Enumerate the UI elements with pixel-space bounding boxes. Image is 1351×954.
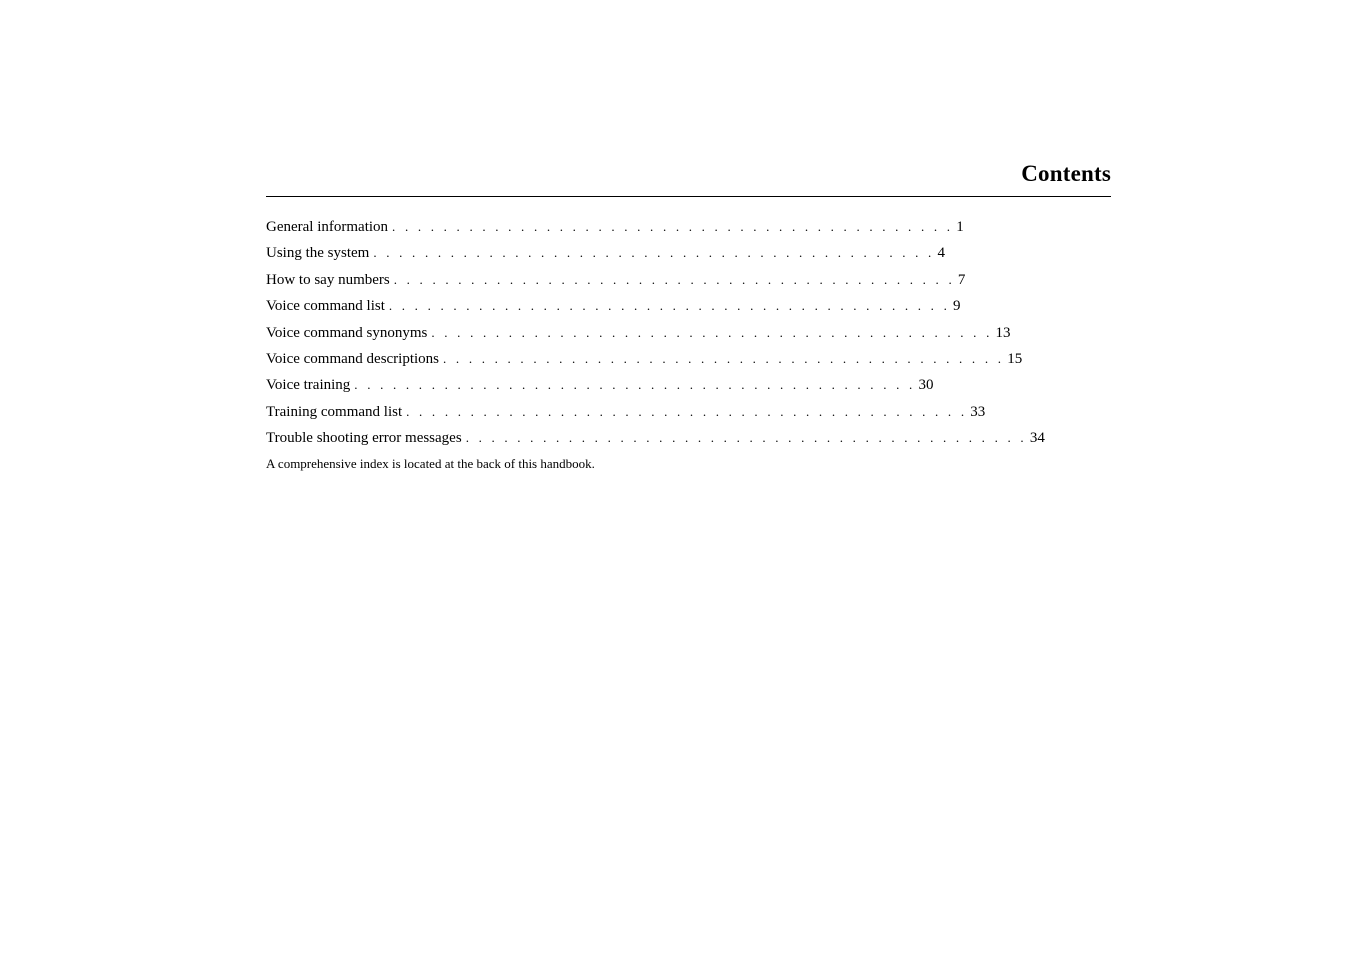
toc-entry-title: Voice command synonyms xyxy=(266,324,428,341)
toc-page-number: 15 xyxy=(1007,350,1023,367)
toc-dot-leader: . . . . . . . . . . . . . . . . . . . . . . . . . . . . . . . . . . . . . . . . . . . . xyxy=(373,245,935,261)
toc-entry-title: Using the system xyxy=(266,245,370,262)
toc-entry-general-information[interactable] xyxy=(266,214,964,240)
toc-entry-training-command-list[interactable] xyxy=(266,399,986,425)
toc-dot-leader: . . . . . . . . . . . . . . . . . . . . . . . . . . . . . . . . . . . . . . . . . . . . xyxy=(354,377,916,393)
toc-dot-leader: . . . . . . . . . . . . . . . . . . . . . . . . . . . . . . . . . . . . . . . . . . . . xyxy=(393,271,955,287)
toc-page-number: 4 xyxy=(937,245,945,262)
toc-entry-how-to-say-numbers[interactable] xyxy=(266,267,966,293)
toc-entry-title: How to say numbers xyxy=(266,271,390,288)
toc-dot-leader: . . . . . . . . . . . . . . . . . . . . . . . . . . . . . . . . . . . . . . . . . . . . xyxy=(465,430,1027,446)
toc-dot-leader: . . . . . . . . . . . . . . . . . . . . . . . . . . . . . . . . . . . . . . . . . . . . xyxy=(431,324,993,340)
toc-entry-voice-command-list[interactable] xyxy=(266,293,961,319)
toc-page-number: 34 xyxy=(1029,430,1045,447)
toc-page-number: 30 xyxy=(918,377,934,394)
toc-entry-title: General information xyxy=(266,219,389,235)
toc-entry-title: Voice training xyxy=(266,377,351,394)
toc-entry-voice-training[interactable] xyxy=(266,372,934,398)
toc-entry-trouble-shooting-error-messages[interactable] xyxy=(266,425,1045,451)
toc-entry-title: Training command list xyxy=(266,403,403,420)
toc-page-number: 33 xyxy=(970,403,986,420)
toc-entry-using-the-system[interactable] xyxy=(266,240,945,266)
toc-entry-title: Voice command descriptions xyxy=(266,350,440,367)
toc-entry-voice-command-descriptions[interactable] xyxy=(266,346,1023,372)
index-note: A comprehensive index is located at the back of this handbook. xyxy=(266,456,595,471)
toc-page-number: 7 xyxy=(957,271,966,288)
toc-entry-title: Trouble shooting error messages xyxy=(266,430,462,447)
table-of-contents xyxy=(266,214,1045,452)
toc-page-number: 9 xyxy=(953,298,961,315)
toc-entry-voice-command-synonyms[interactable] xyxy=(266,320,1011,346)
toc-dot-leader: . . . . . . . . . . . . . . . . . . . . . . . . . . . . . . . . . . . . . . . . . . . . xyxy=(406,403,968,419)
toc-page-number: 13 xyxy=(995,324,1011,341)
toc-dot-leader: . . . . . . . . . . . . . . . . . . . . . . . . . . . . . . . . . . . . . . . . . . . . xyxy=(388,298,951,314)
toc-dot-leader: . . . . . . . . . . . . . . . . . . . . . . . . . . . . . . . . . . . . . . . . . . . . xyxy=(443,350,1005,366)
toc-page-number: 1 xyxy=(956,219,964,235)
toc-entry-title: Voice command list xyxy=(266,298,385,315)
page-title: Contents xyxy=(1021,161,1111,186)
title-divider xyxy=(266,196,1111,197)
toc-dot-leader: . . . . . . . . . . . . . . . . . . . . . . . . . . . . . . . . . . . . . . . . . . . . xyxy=(392,219,954,234)
